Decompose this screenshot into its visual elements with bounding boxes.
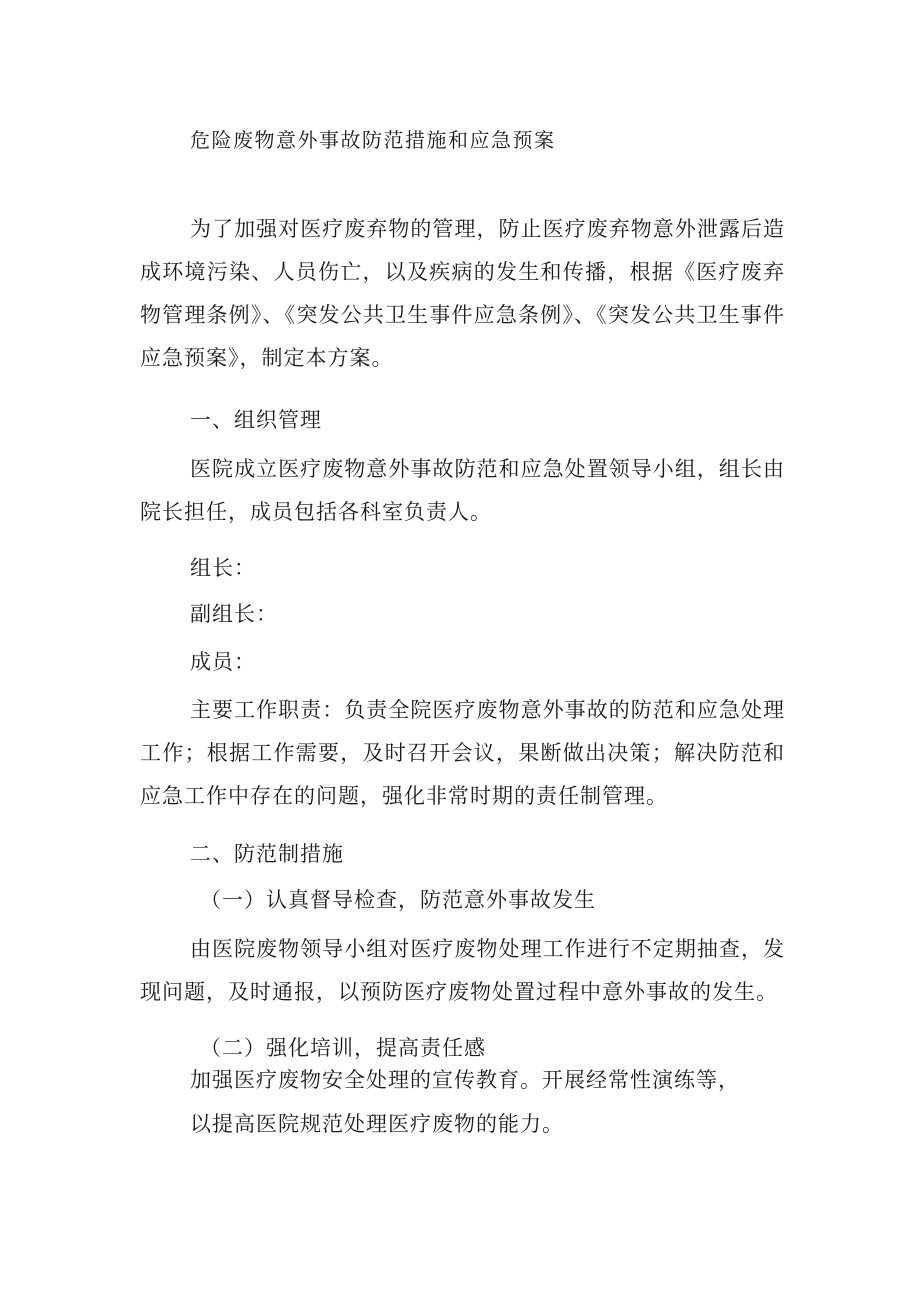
section2-sub2-body-line2: 以提高医院规范处理医疗废物的能力。 (190, 1112, 564, 1136)
section2-heading: 二、防范制措施 (190, 842, 344, 866)
section1-heading: 一、组织管理 (190, 408, 322, 432)
intro-paragraph: 为了加强对医疗废弃物的管理，防止医疗废弃物意外泄露后造成环境污染、人员伤亡，以及疾病的发生和传播，根据《医疗废弃物管理条例》、《突发公共卫生事件应急条例》、《突发公共卫生事件应急预案》，制定本方案。 (140, 217, 785, 370)
section2-sub2-body-line1: 加强医疗废物安全处理的宣传教育。开展经常性演练等， (190, 1068, 740, 1092)
section2-sub1-heading: （一）认真督导检查，防范意外事故发生 (200, 888, 596, 912)
section2-sub2-heading: （二）强化培训，提高责任感 (200, 1036, 486, 1060)
members-label: 成员： (190, 650, 256, 674)
document-title: 危险废物意外事故防范措施和应急预案 (190, 128, 556, 152)
section2-sub1-body: 由医院废物领导小组对医疗废物处理工作进行不定期抽查，发现问题，及时通报，以预防医疗废物处置过程中意外事故的发生。 (140, 937, 785, 1004)
duties-paragraph: 主要工作职责：负责全院医疗废物意外事故的防范和应急处理工作；根据工作需要，及时召开会议，果断做出决策；解决防范和应急工作中存在的问题，强化非常时期的责任制管理。 (140, 698, 785, 808)
section1-body: 医院成立医疗废物意外事故防范和应急处置领导小组，组长由院长担任，成员包括各科室负责人。 (140, 457, 785, 524)
leader-label: 组长： (190, 556, 256, 580)
deputy-leader-label: 副组长： (190, 602, 278, 626)
